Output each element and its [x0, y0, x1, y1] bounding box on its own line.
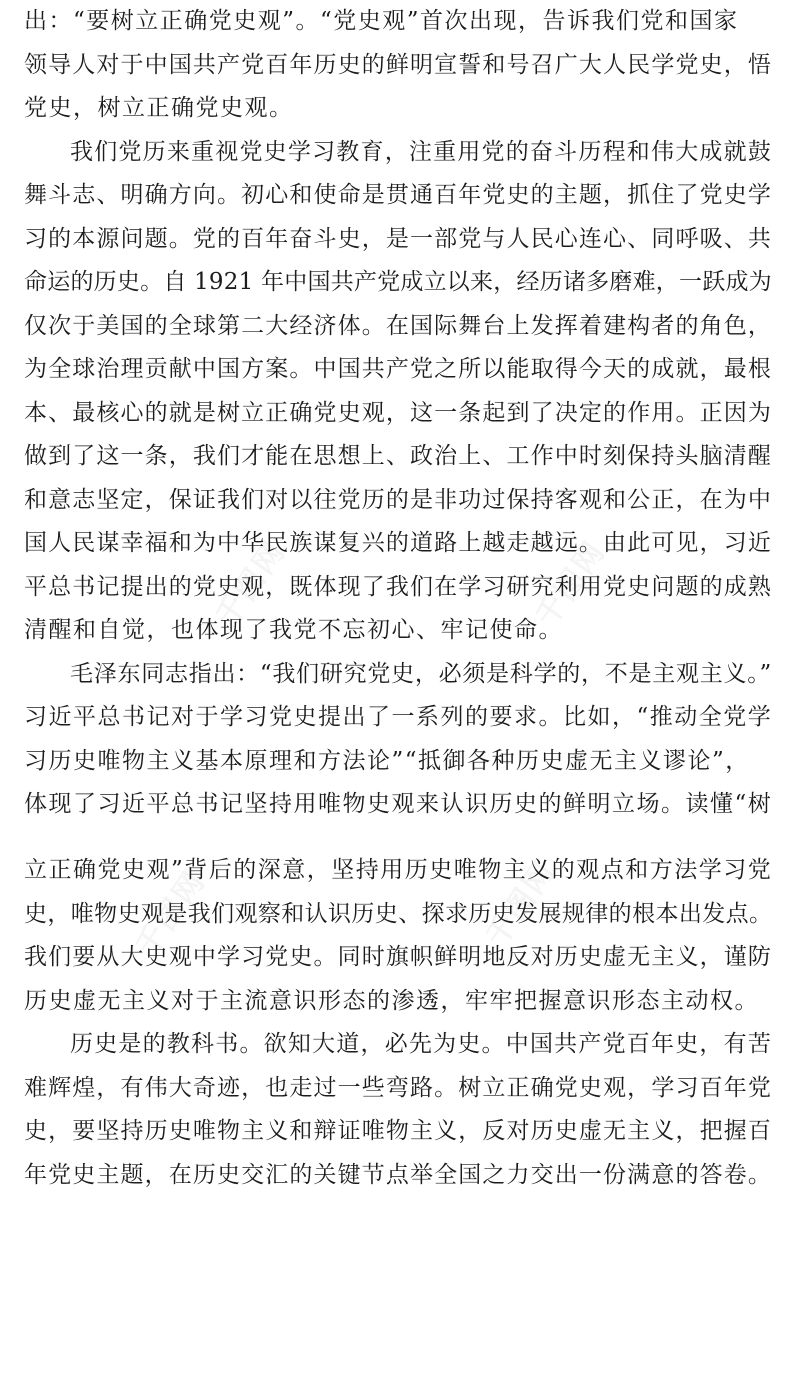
text-line: 仅次于美国的全球第二大经济体。在国际舞台上发挥着建构者的角色，: [24, 312, 772, 339]
text-line: 出：“要树立正确党史观”。“党史观”首次出现，告诉我们党和国家: [24, 8, 739, 34]
text-line: 舞斗志、明确方向。初心和使命是贯通百年党史的主题，抓住了党史学: [24, 182, 772, 208]
text-line: 习历史唯物主义基本原理和方法论”“抵御各种历史虚无主义谬论”，: [24, 747, 750, 774]
watermark: 千图网: [209, 534, 293, 634]
text-block-upper: [24, 0, 774, 827]
text-line: 为全球治理贡献中国方案。中国共产党之所以能取得今天的成就，最根: [24, 356, 772, 382]
text-line: 做到了这一条，我们才能在思想上、政治上、工作中时刻保持头脑清醒: [24, 443, 772, 469]
text-line: 史，唯物史观是我们观察和认识历史、探求历史发展规律的根本出发点。: [24, 900, 773, 927]
text-line: 历史虚无主义对于主流意识形态的渗透，牢牢把握意识形态主动权。: [24, 987, 759, 1014]
text-line: 难辉煌，有伟大奇迹，也走过一些弯路。树立正确党史观，学习百年党: [24, 1074, 772, 1101]
text-line: 习的本源问题。党的百年奋斗史，是一部党与人民心连心、同呼吸、共: [24, 225, 772, 252]
text-line: 清醒和自觉，也体现了我党不忘初心、牢记使命。: [24, 617, 563, 643]
text-block-lower: [24, 849, 774, 1197]
text-line: 平总书记提出的党史观，既体现了我们在学习研究利用党史问题的成熟: [24, 573, 772, 600]
text-line: 国人民谋幸福和为中华民族谋复兴的道路上越走越远。由此可见，习近: [24, 530, 772, 556]
text-line: 命运的历史。自 1921 年中国共产党成立以来，经历诸多磨难，一跃成为: [24, 269, 772, 295]
text-line: 立正确党史观”背后的深意，坚持用历史唯物主义的观点和方法学习党: [24, 857, 773, 883]
watermark: 千图网: [529, 534, 613, 634]
text-line: 本、最核心的就是树立正确党史观，这一条起到了决定的作用。正因为: [24, 399, 772, 426]
text-line: 习近平总书记对于学习党史提出了一系列的要求。比如，“推动全党学: [24, 704, 773, 730]
watermark: 千图网: [479, 854, 563, 954]
text-line: 领导人对于中国共产党百年历史的鲜明宣誓和号召广大人民学党史，悟: [24, 51, 772, 78]
text-line: 体现了习近平总书记坚持用唯物史观来认识历史的鲜明立场。读懂“树: [24, 791, 773, 817]
paragraph-start-line: 历史是的教科书。欲知大道，必先为史。中国共产党百年史，有苦: [70, 1031, 773, 1057]
text-line: 年党史主题，在历史交汇的关键节点举全国之力交出一份满意的答卷。: [24, 1161, 772, 1188]
watermark: 千图网: [129, 864, 213, 964]
text-line: 党史，树立正确党史观。: [24, 95, 294, 121]
text-line: 我们要从大史观中学习党史。同时旗帜鲜明地反对历史虚无主义，谨防: [24, 944, 772, 970]
text-line: 史，要坚持历史唯物主义和辩证唯物主义，反对历史虚无主义，把握百: [24, 1118, 772, 1144]
paragraph-start-line: 毛泽东同志指出：“我们研究党史，必须是科学的，不是主观主义。”: [70, 660, 772, 687]
paragraph-start-line: 我们党历来重视党史学习教育，注重用党的奋斗历程和伟大成就鼓: [70, 138, 773, 165]
text-line: 和意志坚定，保证我们对以往党历的是非功过保持客观和公正，在为中: [24, 486, 772, 513]
